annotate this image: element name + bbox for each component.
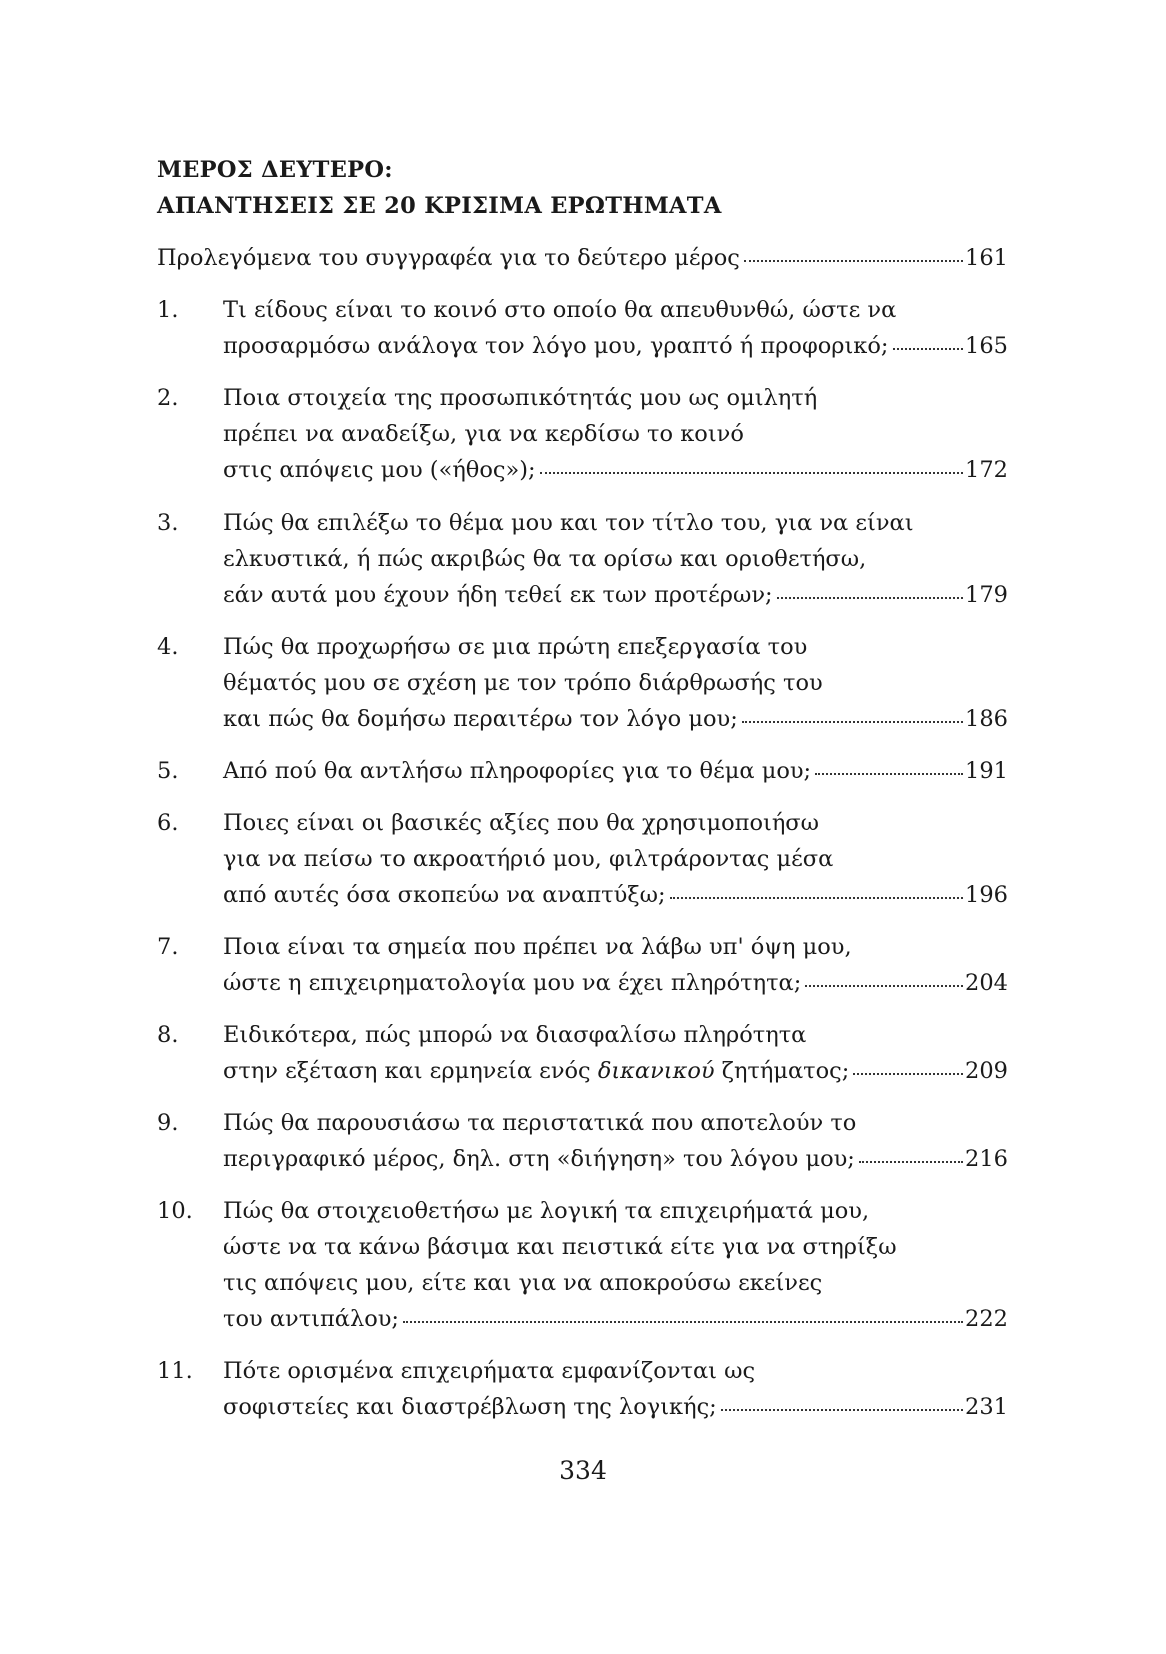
heading-line-2: ΑΠΑΝΤΗΣΕΙΣ ΣΕ 20 ΚΡΙΣΙΜΑ ΕΡΩΤΗΜΑΤΑ [157,193,722,219]
toc-page-number: 186 [965,706,1008,732]
toc-entry-last-line: εάν αυτά μου έχουν ήδη τεθεί εκ των προτέρων; [223,582,773,608]
toc-page-number: 222 [965,1306,1008,1332]
toc-entry-line: Πώς θα προχωρήσω σε μια πρώτη επεξεργασία του [223,634,808,660]
toc-entry-content [223,505,1008,613]
toc-leader-line [223,1141,1008,1177]
toc-entry-content [223,753,1008,789]
toc-entry-text: Προλεγόμενα του συγγραφέα για το δεύτερο μέρος [157,245,740,271]
toc-entry-emphasis: δικανικού [597,1058,715,1084]
toc-entry-line: Πώς θα στοιχειοθετήσω με λογική τα επιχειρήματά μου, [223,1198,870,1224]
toc-entry [157,292,1008,364]
toc-page-number: 216 [965,1146,1008,1172]
dot-leader [403,1303,963,1323]
dot-leader [742,703,963,723]
toc-entry-number: 10. [157,1198,193,1224]
toc-entry-last-line: περιγραφικό μέρος, δηλ. στη «διήγηση» του λόγου μου; [223,1146,855,1172]
dot-leader [744,242,963,262]
toc-entry-line: Ειδικότερα, πώς μπορώ να διασφαλίσω πληρότητα [223,1022,807,1048]
dot-leader [721,1391,963,1411]
toc-entry [157,1353,1008,1425]
section-heading [157,152,1017,224]
toc-entry-line: Ποια στοιχεία της προσωπικότητάς μου ως ομιλητή [223,385,818,411]
toc-entry [157,629,1008,737]
toc-entry-prologue [157,240,1008,276]
toc-entry-number: 11. [157,1358,193,1384]
toc-leader-line [223,577,1008,613]
toc-entry-line: Τι είδους είναι το κοινό στο οποίο θα απευθυνθώ, ώστε να [223,297,897,323]
toc-entry [157,380,1008,488]
toc-entry-line: θέματός μου σε σχέση με τον τρόπο διάρθρωσής του [223,670,823,696]
toc-entry-last-line: ώστε η επιχειρηματολογία μου να έχει πληρότητα; [223,970,802,996]
toc-entry-line: για να πείσω το ακροατήριό μου, φιλτράροντας μέσα [223,846,834,872]
toc-leader-line [223,1053,1008,1089]
toc-entry [157,1017,1008,1089]
toc-leader-line [223,452,1008,488]
toc-entry-line: τις απόψεις μου, είτε και για να αποκρούσω εκείνες [223,1270,823,1296]
dot-leader [893,330,964,350]
toc-entry-number: 8. [157,1022,179,1048]
toc-entry-content [223,1193,1008,1337]
toc-entry-content [223,380,1008,488]
toc-entry-line: Πώς θα παρουσιάσω τα περιστατικά που αποτελούν το [223,1110,857,1136]
dot-leader [540,454,963,474]
toc-entry-line: πρέπει να αναδείξω, για να κερδίσω το κοινό [223,421,744,447]
toc-entry-line: Ποιες είναι οι βασικές αξίες που θα χρησιμοποιήσω [223,810,820,836]
toc-entry-content [223,805,1008,913]
table-of-contents [157,240,1008,1425]
toc-entry-number: 4. [157,634,179,660]
heading-line-1: ΜΕΡΟΣ ΔΕΥΤΕΡΟ: [157,157,393,183]
toc-entry-number: 1. [157,297,179,323]
toc-entry-content [223,1017,1008,1089]
dot-leader [853,1055,963,1075]
toc-page-number: 161 [965,245,1008,271]
toc-page-number: 165 [965,333,1008,359]
toc-entry-line: ελκυστικά, ή πώς ακριβώς θα τα ορίσω και οριοθετήσω, [223,546,867,572]
toc-entry-number: 5. [157,758,179,784]
toc-entry-text: ζητήματος; [714,1058,850,1084]
toc-leader-line [223,328,1008,364]
toc-entry [157,929,1008,1001]
toc-page-number: 231 [965,1394,1008,1420]
toc-entry-number: 7. [157,934,179,960]
toc-entry-number: 3. [157,510,179,536]
page-number: 334 [559,1456,607,1485]
toc-entry-content [223,292,1008,364]
toc-entry-last-line: Από πού θα αντλήσω πληροφορίες για το θέμα μου; [223,758,812,784]
dot-leader [670,879,963,899]
toc-leader-line [223,1301,1008,1337]
toc-entry-line: Ποια είναι τα σημεία που πρέπει να λάβω υπ' όψη μου, [223,934,852,960]
toc-entry-content [223,629,1008,737]
dot-leader [815,755,963,775]
toc-entry-last-line [223,1053,849,1089]
toc-entry-last-line: προσαρμόσω ανάλογα τον λόγο μου, γραπτό ή προφορικό; [223,333,889,359]
toc-entry-content [223,1105,1008,1177]
toc-entry-content [157,240,1008,276]
toc-entry-number: 6. [157,810,179,836]
toc-entry [157,753,1008,789]
toc-page-number: 179 [965,582,1008,608]
toc-entry-last-line: στις απόψεις μου («ήθος»); [223,457,536,483]
toc-leader-line [223,701,1008,737]
toc-entry-content [223,1353,1008,1425]
dot-leader [805,967,963,987]
toc-leader-line [223,1389,1008,1425]
toc-entry-line: ώστε να τα κάνω βάσιμα και πειστικά είτε για να στηρίξω [223,1234,897,1260]
toc-entry-last-line: του αντιπάλου; [223,1306,400,1332]
toc-leader-line [223,965,1008,1001]
toc-page-number: 172 [965,457,1008,483]
toc-leader-line [157,240,1008,276]
toc-page-number: 191 [965,758,1008,784]
toc-entry-line: Πώς θα επιλέξω το θέμα μου και τον τίτλο του, για να είναι [223,510,914,536]
toc-entry-text: στην εξέταση και ερμηνεία ενός [223,1058,598,1084]
toc-entry [157,805,1008,913]
toc-entry-last-line: σοφιστείες και διαστρέβλωση της λογικής; [223,1394,717,1420]
toc-page-number: 209 [965,1058,1008,1084]
toc-entry-number: 2. [157,385,179,411]
dot-leader [777,579,963,599]
dot-leader [859,1143,963,1163]
toc-leader-line [223,753,1008,789]
toc-entry-content [223,929,1008,1001]
toc-page-number: 204 [965,970,1008,996]
toc-entry [157,1193,1008,1337]
toc-entry [157,1105,1008,1177]
toc-leader-line [223,877,1008,913]
toc-page-number: 196 [965,882,1008,908]
toc-entry-last-line: και πώς θα δομήσω περαιτέρω τον λόγο μου; [223,706,738,732]
toc-entry-number: 9. [157,1110,179,1136]
toc-entry-last-line: από αυτές όσα σκοπεύω να αναπτύξω; [223,882,666,908]
toc-entry-line: Πότε ορισμένα επιχειρήματα εμφανίζονται ως [223,1358,756,1384]
toc-entry [157,505,1008,613]
